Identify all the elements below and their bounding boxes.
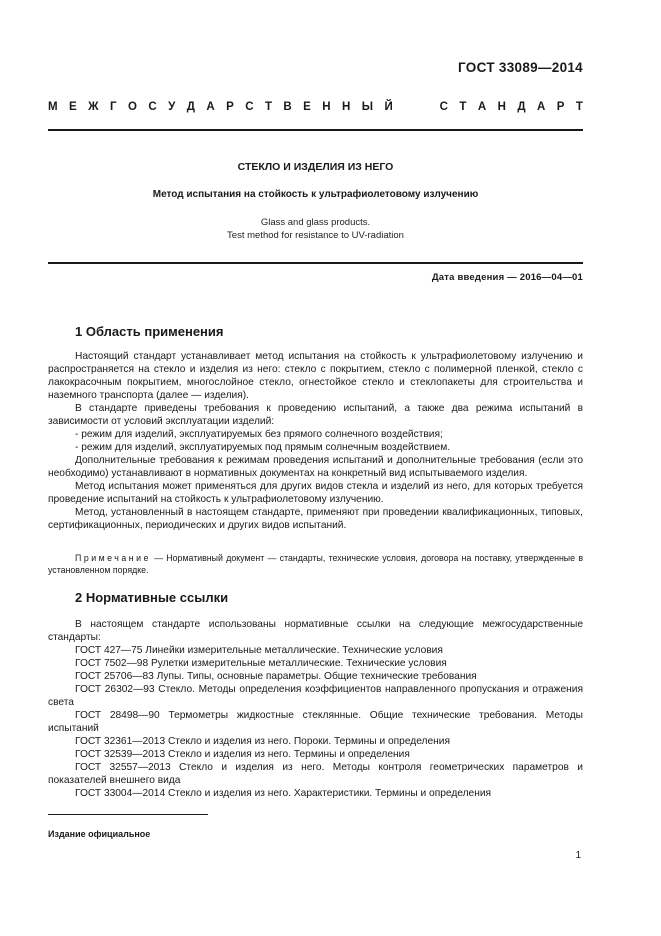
paragraph: Настоящий стандарт устанавливает метод испытания на стойкость к ультрафиолетовому излучению и распространяется на стекло и изделия из него: стекло с покрытием, стекло с полимерной пленкой, стекло с лакокрасочным покрытием, многослойное стекло, огнестойкое стекло и стеклопакеты для строительства и наземного транспорта (далее — изделия). [48,351,583,401]
reference-item: ГОСТ 7502—98 Рулетки измерительные металлические. Технические условия [75,658,447,669]
banner-letter: Е [303,101,311,113]
banner-letter: А [206,101,215,113]
english-title-line: Glass and glass products. [260,217,371,228]
reference-item: ГОСТ 33004—2014 Стекло и изделия из него. Характеристики. Термины и определения [75,788,492,799]
document-title: СТЕКЛО И ИЗДЕЛИЯ ИЗ НЕГО [237,161,394,173]
reference-item: ГОСТ 28498—90 Термометры жидкостные стеклянные. Общие технические требования. Методы испытаний [48,710,583,734]
section-1-heading: 1 Область применения [75,324,224,339]
banner-letter: У [168,101,176,113]
banner-letter: Р [226,101,234,113]
banner-letter: Е [69,101,77,113]
reference-item: ГОСТ 32557—2013 Стекло и изделия из него. Методы контроля геометрических параметров и показателей внешнего вида [48,762,583,786]
banner-letter: Т [575,101,583,113]
banner-letter: Н [497,101,506,113]
banner-letter: О [127,101,137,113]
footer-rule [48,814,208,815]
introduction-date: Дата введения — 2016—04—01 [431,272,583,283]
paragraph: Метод испытания может применяться для других видов стекла и изделий из него, для которых требуется проведение испытаний на стойкость к ультрафиолетовому излучению. [48,481,583,505]
banner-letter: Г [109,101,117,113]
section-2-body [48,618,583,800]
note-label: Примечание [75,553,151,563]
banner-letter: Ы [361,101,374,113]
paragraph: Дополнительные требования к режимам проведения испытаний и дополнительные требования (если это необходимо) устанавливают в нормативных документах на конкретный вид испытываемого изделия. [48,455,583,479]
banner-letter: А [477,101,487,113]
list-item: - режим для изделий, эксплуатируемых без прямого солнечного воздействия; [75,429,443,440]
document-subtitle: Метод испытания на стойкость к ультрафиолетовому излучению [152,189,479,200]
reference-item: ГОСТ 26302—93 Стекло. Методы определения коэффициентов направленного пропускания и отражения света [48,684,583,708]
banner-letter: Й [384,101,393,113]
title-rule [48,262,583,264]
banner-letter: В [283,101,292,113]
english-title [48,216,583,242]
banner-letter: С [439,101,448,113]
banner-letter: Н [342,101,351,113]
english-title-line: Test method for resistance to UV-radiation [227,230,404,241]
page-number: 1 [575,850,581,861]
edition-label: Издание официальное [48,829,151,839]
banner-letter: М [48,101,58,113]
banner-letter: Ж [88,101,99,113]
banner-letter: Т [264,101,272,113]
banner-letter: Р [556,101,565,113]
section-2-heading: 2 Нормативные ссылки [75,590,229,605]
banner-letter: Д [186,101,195,113]
list-item: - режим для изделий, эксплуатируемых под прямым солнечным воздействием. [75,442,451,453]
reference-item: ГОСТ 32539—2013 Стекло и изделия из него. Термины и определения [75,749,410,760]
reference-item: ГОСТ 427—75 Линейки измерительные металлические. Технические условия [75,645,443,656]
banner-letter: Н [322,101,331,113]
reference-item: ГОСТ 32361—2013 Стекло и изделия из него. Пороки. Термины и определения [75,736,450,747]
interstate-standard-banner [48,101,583,113]
banner-letter: С [245,101,254,113]
note [48,552,583,576]
banner-letter: Т [459,101,467,113]
paragraph: В настоящем стандарте использованы нормативные ссылки на следующие межгосударственные стандарты: [48,619,583,643]
paragraph: В стандарте приведены требования к проведению испытаний, а также два режима испытаний в зависимости от условий эксплуатации изделий: [48,403,583,427]
header-rule [48,129,583,131]
banner-gap [404,101,428,113]
banner-letter: Д [517,101,526,113]
paragraph: Метод, установленный в настоящем стандарте, применяют при проведении квалификационных, типовых, сертификационных, периодических и других видов испытаний. [48,507,583,531]
gost-code: ГОСТ 33089—2014 [458,60,583,75]
banner-letter: А [536,101,546,113]
reference-item: ГОСТ 25706—83 Лупы. Типы, основные параметры. Общие технические требования [75,671,477,682]
note-text: — Нормативный документ — стандарты, технические условия, договора на поставку, утвержденные в установленном порядке. [48,553,583,575]
banner-letter: С [148,101,157,113]
section-1-body [48,350,583,532]
